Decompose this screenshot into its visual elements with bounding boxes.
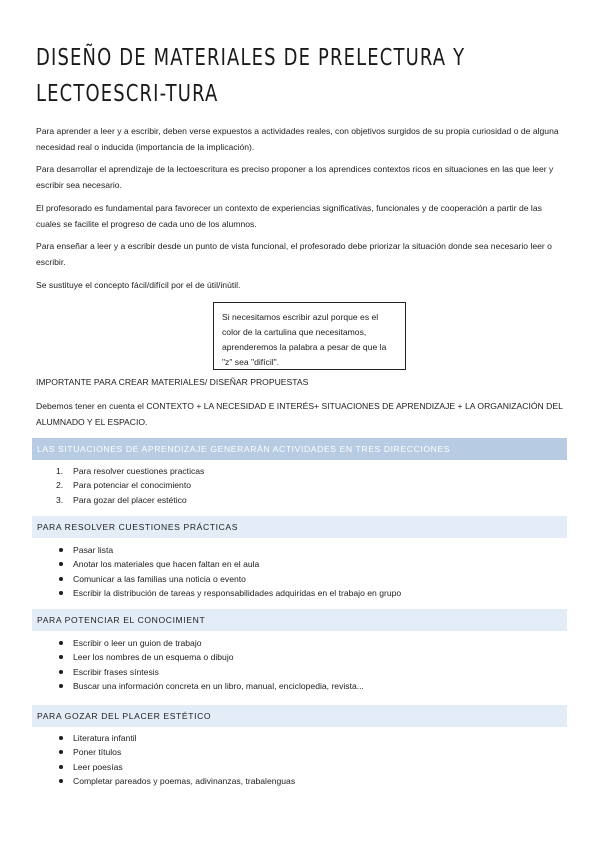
list-item: Buscar una información concreta en un libro, manual, enciclopedia, revista...: [36, 679, 556, 693]
bullet-icon: [59, 779, 63, 783]
list-item: Leer poesías: [36, 760, 556, 774]
practical-list: [36, 543, 556, 601]
bullet-icon: [59, 577, 63, 581]
aesthetic-list: [36, 731, 556, 789]
list-item: Anotar los materiales que hacen faltan en el aula: [36, 557, 556, 571]
directions-heading-bar: LAS SITUACIONES DE APRENDIZAJE GENERARÁN ACTIVIDADES EN TRES DIRECCIONES: [32, 438, 567, 460]
bullet-icon: [59, 562, 63, 566]
bullet-icon: [59, 736, 63, 740]
bullet-icon: [59, 591, 63, 595]
knowledge-heading-bar: PARA POTENCIAR EL CONOCIMIENT: [32, 609, 567, 631]
list-item: Comunicar a las familias una noticia o evento: [36, 572, 556, 586]
bullet-icon: [59, 765, 63, 769]
paragraph-2: Para desarrollar el aprendizaje de la lectoescritura es preciso proponer a los aprendices contextos ricos en situaciones en las que leer y escribir sea necesario.: [36, 164, 554, 190]
directions-list: [36, 464, 556, 507]
practical-heading-bar: PARA RESOLVER CUESTIONES PRÁCTICAS: [32, 516, 567, 538]
bullet-icon: [59, 655, 63, 659]
list-item: Completar pareados y poemas, adivinanzas, trabalenguas: [36, 774, 556, 788]
knowledge-list: [36, 636, 556, 694]
paragraph-3: El profesorado es fundamental para favorecer un contexto de experiencias significativas, funcionales y de cooperación a partir de las cuales se facilite el progreso de cada uno de los alumnos.: [36, 203, 542, 229]
paragraph-1: Para aprender a leer y a escribir, deben verse expuestos a actividades reales, con objetivos surgidos de su propia curiosidad o de alguna necesidad real o inducida (importancia de la implicación).: [36, 126, 559, 152]
bullet-icon: [59, 641, 63, 645]
important-heading: IMPORTANTE PARA CREAR MATERIALES/ DISEÑAR PROPUESTAS: [36, 377, 309, 387]
list-item: 2. Para potenciar el conocimiento: [56, 480, 191, 491]
bullet-icon: [59, 750, 63, 754]
bullet-icon: [59, 684, 63, 688]
list-item: Escribir la distribución de tareas y responsabilidades adquiridas en el trabajo en grupo: [36, 586, 556, 600]
paragraph-5: Se sustituye el concepto fácil/difícil por el de útil/inútil.: [36, 280, 241, 290]
list-item: Escribir frases síntesis: [36, 665, 556, 679]
list-item: Poner títulos: [36, 745, 556, 759]
document-title: DISEÑO DE MATERIALES DE PRELECTURA Y LECTOESCRI-TURA: [36, 45, 466, 107]
list-item: 3. Para gozar del placer estético: [56, 494, 187, 505]
example-box: Si necesitamos escribir azul porque es el color de la cartulina que necesitamos, aprenderemos la palabra a pesar de que la "z" sea "difícil".: [213, 302, 406, 370]
important-text: Debemos tener en cuenta el CONTEXTO + LA NECESIDAD E INTERÉS+ SITUACIONES DE APRENDIZAJE + LA ORGANIZACIÓN DEL ALUMNADO Y EL ESPACIO.: [36, 401, 563, 427]
bullet-icon: [59, 670, 63, 674]
list-item: Leer los nombres de un esquema o dibujo: [36, 650, 556, 664]
list-item: Escribir o leer un guion de trabajo: [36, 636, 556, 650]
list-item: Pasar lista: [36, 543, 556, 557]
aesthetic-heading-bar: PARA GOZAR DEL PLACER ESTÉTICO: [32, 705, 567, 727]
list-item: Literatura infantil: [36, 731, 556, 745]
list-item: 1. Para resolver cuestiones practicas: [56, 466, 205, 476]
bullet-icon: [59, 548, 63, 552]
paragraph-4: Para enseñar a leer y a escribir desde un punto de vista funcional, el profesorado debe priorizar la situación donde sea necesario leer o escribir.: [36, 241, 552, 267]
